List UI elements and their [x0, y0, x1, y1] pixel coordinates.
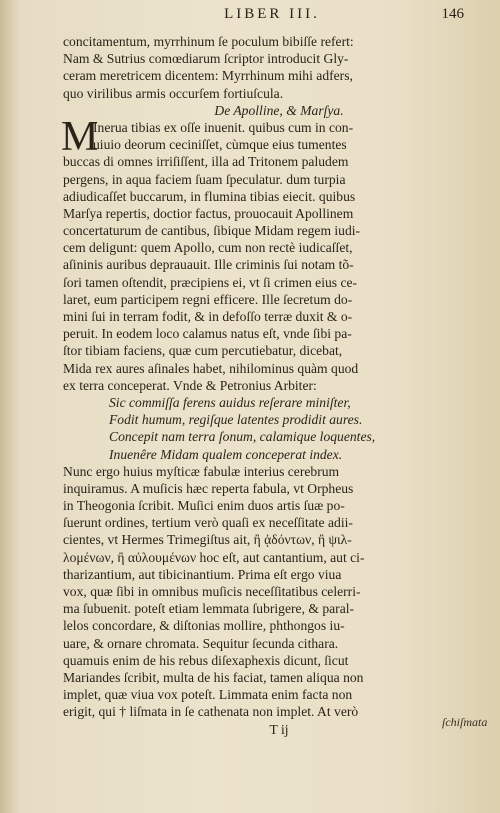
verse-line: Fodit humum, regiſque latentes prodidit aures.: [109, 412, 363, 428]
text-line: erigit, qui † liſmata in ſe cathenata non implet. At verò: [63, 704, 359, 720]
running-head: LIBER III.: [224, 6, 320, 22]
text-line: λομένων, ἢ αὐλουμένων hoc eſt, aut cantantium, aut ci-: [63, 549, 365, 565]
text-line: vox, quæ ſibi in omnibus muſicis neceſſitatibus celerri-: [63, 584, 361, 599]
text-line: adiudicaſſet buccarum, in flumina tibias eiecit. quibus: [63, 188, 356, 204]
text-line: Mida rex aures aſinales habet, nihilominus quàm quod: [63, 360, 359, 376]
text-line: Nam & Sutrius comœdiarum ſcriptor introducit Gly-: [63, 51, 349, 67]
text-line: in Theogonia ſcribit. Muſici enim duos artis ſuæ po-: [63, 498, 345, 514]
text-line: concitamentum, myrrhinum ſe poculum bibiſſe refert:: [63, 34, 354, 49]
text-line: ſuerunt ordines, tertium verò quaſi ex neceſſitate adii-: [63, 515, 353, 531]
text-line: quamuis enim de his rebus diſexaphexis dicunt, ſicut: [63, 652, 349, 668]
text-line: ex terra conceperat. Vnde & Petronius Arbiter:: [63, 377, 317, 393]
text-line: pergens, in aqua faciem ſuam ſpeculatur. dum turpia: [63, 171, 346, 187]
text-line: Nunc ergo huius myſticæ fabulæ interius cerebrum: [63, 463, 340, 479]
text-line: Mariandes ſcribit, multa de his faciat, tamen aliqua non: [63, 669, 364, 685]
text-line: buccas di omnes irriſiſſent, illa ad Tritonem paludem: [63, 154, 349, 170]
text-line: uare, & ornare chromata. Sequitur ſecunda cithara.: [63, 635, 339, 651]
text-line: peruit. In eodem loco calamus natus eſt, vnde ſibi pa-: [63, 326, 352, 342]
text-line: uiuio deorum ceciniſſet, cùmque eius tumentes: [93, 137, 347, 153]
margin-note: ſchiſmata: [442, 715, 488, 729]
text-line: Inerua tibias ex oſſe inuenit. quibus cum in con-: [93, 119, 354, 135]
verse-line: Concepit nam terra ſonum, calamique loquentes,: [109, 429, 376, 445]
text-line: cem deligunt: quem Apollo, cum non rectè iudicaſſet,: [63, 240, 353, 256]
text-line: ceram meretricem dicentem: Myrrhinum mihi adfers,: [63, 68, 353, 84]
text-line: ſori tamen oſtendit, præcipiens ei, vt ſi crimen eius ce-: [63, 274, 358, 290]
text-line: laret, eum participem regni efficere. Ille ſecretum do-: [63, 291, 353, 307]
section-heading: De Apolline, & Marſya.: [214, 102, 344, 118]
signature-mark: T ij: [269, 721, 289, 737]
text-line: lelos concordare, & diſtonias mollire, phthongos iu-: [63, 618, 345, 634]
drop-cap: M: [61, 113, 99, 160]
verse-line: Sic commiſſa ferens auidus reſerare miniſter,: [109, 394, 351, 410]
text-line: Marſya repertis, doctior factus, prouocauit Apollinem: [63, 205, 354, 221]
paragraph-with-drop-cap: [61, 113, 435, 160]
text-line: aſininis auribus deprauauit. Ille criminis ſui notam tõ-: [63, 257, 354, 273]
text-line: inquiramus. A muſicis hæc reperta fabula, vt Orpheus: [63, 480, 354, 496]
text-line: tharizantium, aut tibicinantium. Prima eſt ergo viua: [63, 566, 342, 582]
text-line: concertaturum de cantibus, ſibique Midam regem iudi-: [63, 223, 361, 239]
page-header: [80, 6, 464, 28]
page-number: 146: [441, 6, 464, 22]
text-line: quo virilibus armis occurſem fortiuſcula.: [63, 85, 284, 101]
main-text: [63, 33, 435, 738]
verse-line: Inuenêre Midam qualem conceperat index.: [109, 446, 343, 462]
text-line: cientes, vt Hermes Trimegiſtus ait, ἢ ᾀδόντων, ἢ ψιλ-: [63, 532, 352, 548]
text-line: implet, quæ viua vox poteſt. Limmata enim facta non: [63, 687, 353, 703]
text-line: ſtor tibiam faciens, quæ cum percutiebatur, dicebat,: [63, 343, 343, 359]
text-line: ma ſubuenit. poteſt etiam lemmata ſubrigere, & paral-: [63, 601, 355, 617]
text-line: mini ſui in terram fodit, & in defoſſo terræ duxit & o-: [63, 309, 353, 324]
